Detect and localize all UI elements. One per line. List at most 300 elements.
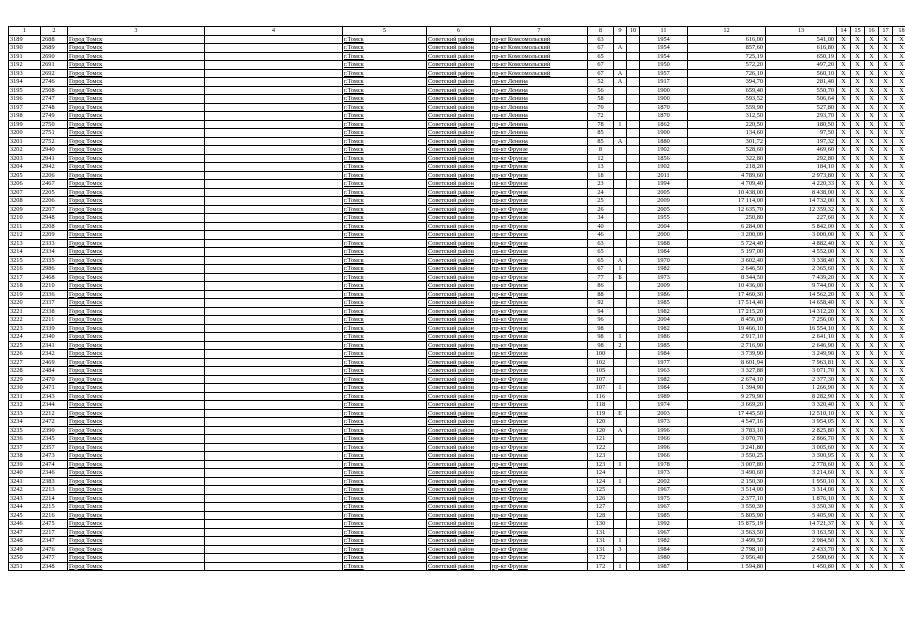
mark-cell-17: Х bbox=[879, 205, 893, 214]
building-letter bbox=[614, 392, 627, 401]
mark-cell-17: Х bbox=[879, 384, 893, 393]
table-row bbox=[9, 384, 905, 393]
city-name: Город Томск bbox=[68, 452, 205, 461]
street-name: пр-кт Фрунзе bbox=[491, 511, 588, 520]
row-number: 3230 bbox=[9, 384, 41, 393]
mark-cell-17: Х bbox=[879, 154, 893, 163]
total-area: 322,80 bbox=[688, 154, 766, 163]
mark-cell-18: Х bbox=[893, 61, 905, 70]
city-name: Город Томск bbox=[68, 426, 205, 435]
mark-cell-15: Х bbox=[851, 333, 865, 342]
row-number: 3205 bbox=[9, 171, 41, 180]
mark-cell-15: Х bbox=[851, 443, 865, 452]
record-id: 2748 bbox=[41, 103, 68, 112]
mark-cell-17: Х bbox=[879, 520, 893, 529]
city-name: Город Томск bbox=[68, 35, 205, 44]
district-name: Советский район bbox=[427, 290, 491, 299]
street-name: пр-кт Фрунзе bbox=[491, 528, 588, 537]
table-row bbox=[9, 222, 905, 231]
total-area: 3 241,80 bbox=[688, 443, 766, 452]
mark-cell-16: Х bbox=[865, 537, 879, 546]
table-row bbox=[9, 282, 905, 291]
city-short: г.Томск bbox=[343, 426, 427, 435]
mark-cell-14: Х bbox=[837, 205, 851, 214]
record-id: 2206 bbox=[41, 197, 68, 206]
total-area: 2 917,10 bbox=[688, 333, 766, 342]
mark-cell-15: Х bbox=[851, 486, 865, 495]
mark-cell-16: Х bbox=[865, 35, 879, 44]
district-name: Советский район bbox=[427, 418, 491, 427]
build-year: 1982 bbox=[640, 375, 688, 384]
mark-cell-17: Х bbox=[879, 537, 893, 546]
empty-cell bbox=[205, 358, 343, 367]
city-short: г.Томск bbox=[343, 137, 427, 146]
building-letter bbox=[614, 154, 627, 163]
mark-cell-15: Х bbox=[851, 188, 865, 197]
building-letter: 1 bbox=[614, 537, 627, 546]
column-header-1: 1 bbox=[9, 27, 41, 36]
total-area: 134,60 bbox=[688, 129, 766, 138]
city-short: г.Томск bbox=[343, 401, 427, 410]
street-name: пр-кт Фрунзе bbox=[491, 273, 588, 282]
mark-cell-14: Х bbox=[837, 367, 851, 376]
empty-cell bbox=[205, 205, 343, 214]
district-name: Советский район bbox=[427, 528, 491, 537]
city-name: Город Томск bbox=[68, 316, 205, 325]
row-number: 3203 bbox=[9, 154, 41, 163]
table-row bbox=[9, 358, 905, 367]
building-extra bbox=[627, 341, 640, 350]
mark-cell-15: Х bbox=[851, 78, 865, 87]
building-extra bbox=[627, 129, 640, 138]
mark-cell-15: Х bbox=[851, 290, 865, 299]
empty-cell bbox=[205, 231, 343, 240]
row-number: 3222 bbox=[9, 316, 41, 325]
total-area: 9 279,90 bbox=[688, 392, 766, 401]
build-year: 1996 bbox=[640, 426, 688, 435]
mark-cell-16: Х bbox=[865, 307, 879, 316]
mark-cell-16: Х bbox=[865, 95, 879, 104]
table-row bbox=[9, 290, 905, 299]
mark-cell-14: Х bbox=[837, 392, 851, 401]
row-number: 3189 bbox=[9, 35, 41, 44]
house-number: 96 bbox=[588, 316, 614, 325]
city-name: Город Томск bbox=[68, 554, 205, 563]
table-row bbox=[9, 435, 905, 444]
build-year: 1902 bbox=[640, 163, 688, 172]
mark-cell-14: Х bbox=[837, 443, 851, 452]
mark-cell-18: Х bbox=[893, 86, 905, 95]
record-id: 2217 bbox=[41, 528, 68, 537]
district-name: Советский район bbox=[427, 95, 491, 104]
table-row bbox=[9, 545, 905, 554]
house-number: 67 bbox=[588, 61, 614, 70]
house-number: 125 bbox=[588, 486, 614, 495]
building-extra bbox=[627, 290, 640, 299]
building-extra bbox=[627, 469, 640, 478]
mark-cell-15: Х bbox=[851, 197, 865, 206]
living-area: 3 005,60 bbox=[766, 443, 837, 452]
city-name: Город Томск bbox=[68, 486, 205, 495]
house-number: 72 bbox=[588, 112, 614, 121]
total-area: 3 200,00 bbox=[688, 231, 766, 240]
row-number: 3202 bbox=[9, 146, 41, 155]
mark-cell-16: Х bbox=[865, 486, 879, 495]
mark-cell-16: Х bbox=[865, 222, 879, 231]
mark-cell-14: Х bbox=[837, 171, 851, 180]
street-name: пр-кт Фрунзе bbox=[491, 222, 588, 231]
living-area: 3 954,05 bbox=[766, 418, 837, 427]
record-id: 2942 bbox=[41, 163, 68, 172]
building-extra bbox=[627, 562, 640, 571]
table-row bbox=[9, 494, 905, 503]
table-row bbox=[9, 452, 905, 461]
mark-cell-14: Х bbox=[837, 554, 851, 563]
house-number: 126 bbox=[588, 494, 614, 503]
building-letter bbox=[614, 520, 627, 529]
row-number: 3200 bbox=[9, 129, 41, 138]
district-name: Советский район bbox=[427, 120, 491, 129]
mark-cell-15: Х bbox=[851, 137, 865, 146]
row-number: 3195 bbox=[9, 86, 41, 95]
city-short: г.Томск bbox=[343, 545, 427, 554]
mark-cell-16: Х bbox=[865, 112, 879, 121]
total-area: 250,80 bbox=[688, 214, 766, 223]
mark-cell-15: Х bbox=[851, 44, 865, 53]
row-number: 3237 bbox=[9, 443, 41, 452]
empty-cell bbox=[205, 545, 343, 554]
total-area: 312,50 bbox=[688, 112, 766, 121]
mark-cell-14: Х bbox=[837, 452, 851, 461]
city-name: Город Томск bbox=[68, 205, 205, 214]
mark-cell-15: Х bbox=[851, 375, 865, 384]
city-name: Город Томск bbox=[68, 477, 205, 486]
street-name: пр-кт Фрунзе bbox=[491, 231, 588, 240]
district-name: Советский район bbox=[427, 307, 491, 316]
row-number: 3211 bbox=[9, 222, 41, 231]
living-area: 469,60 bbox=[766, 146, 837, 155]
build-year: 2004 bbox=[640, 222, 688, 231]
mark-cell-15: Х bbox=[851, 477, 865, 486]
house-number: 25 bbox=[588, 197, 614, 206]
mark-cell-18: Х bbox=[893, 146, 905, 155]
mark-cell-17: Х bbox=[879, 163, 893, 172]
city-short: г.Томск bbox=[343, 333, 427, 342]
build-year: 1870 bbox=[640, 103, 688, 112]
table-row bbox=[9, 333, 905, 342]
living-area: 8 282,90 bbox=[766, 392, 837, 401]
mark-cell-16: Х bbox=[865, 163, 879, 172]
house-number: 26 bbox=[588, 205, 614, 214]
living-area: 497,20 bbox=[766, 61, 837, 70]
empty-cell bbox=[205, 265, 343, 274]
city-short: г.Томск bbox=[343, 562, 427, 571]
column-header-18: 18 bbox=[893, 27, 905, 36]
mark-cell-14: Х bbox=[837, 103, 851, 112]
row-number: 3199 bbox=[9, 120, 41, 129]
record-id: 2340 bbox=[41, 333, 68, 342]
mark-cell-14: Х bbox=[837, 95, 851, 104]
total-area: 220,50 bbox=[688, 120, 766, 129]
table-row bbox=[9, 409, 905, 418]
city-short: г.Томск bbox=[343, 316, 427, 325]
living-area: 7 439,20 bbox=[766, 273, 837, 282]
build-year: 1967 bbox=[640, 528, 688, 537]
mark-cell-15: Х bbox=[851, 273, 865, 282]
mark-cell-16: Х bbox=[865, 299, 879, 308]
build-year: 1862 bbox=[640, 120, 688, 129]
build-year: 1984 bbox=[640, 248, 688, 257]
mark-cell-15: Х bbox=[851, 452, 865, 461]
table-row bbox=[9, 52, 905, 61]
building-letter: 1 bbox=[614, 120, 627, 129]
empty-cell bbox=[205, 435, 343, 444]
mark-cell-18: Х bbox=[893, 554, 905, 563]
mark-cell-18: Х bbox=[893, 188, 905, 197]
column-header-15: 15 bbox=[851, 27, 865, 36]
living-area: 3 163,50 bbox=[766, 528, 837, 537]
mark-cell-15: Х bbox=[851, 545, 865, 554]
street-name: пр-кт Фрунзе bbox=[491, 180, 588, 189]
street-name: пр-кт Фрунзе bbox=[491, 316, 588, 325]
living-area: 227,60 bbox=[766, 214, 837, 223]
house-number: 120 bbox=[588, 418, 614, 427]
city-name: Город Томск bbox=[68, 409, 205, 418]
table-row bbox=[9, 256, 905, 265]
column-header-12: 12 bbox=[688, 27, 766, 36]
empty-cell bbox=[205, 511, 343, 520]
building-extra bbox=[627, 384, 640, 393]
building-letter bbox=[614, 163, 627, 172]
total-area: 6 284,00 bbox=[688, 222, 766, 231]
district-name: Советский район bbox=[427, 44, 491, 53]
district-name: Советский район bbox=[427, 511, 491, 520]
mark-cell-18: Х bbox=[893, 35, 905, 44]
city-short: г.Томск bbox=[343, 307, 427, 316]
build-year: 1984 bbox=[640, 384, 688, 393]
city-name: Город Томск bbox=[68, 341, 205, 350]
record-id: 2341 bbox=[41, 341, 68, 350]
mark-cell-15: Х bbox=[851, 120, 865, 129]
mark-cell-17: Х bbox=[879, 222, 893, 231]
empty-cell bbox=[205, 367, 343, 376]
empty-cell bbox=[205, 316, 343, 325]
table-row bbox=[9, 503, 905, 512]
building-letter bbox=[614, 554, 627, 563]
mark-cell-16: Х bbox=[865, 248, 879, 257]
building-letter bbox=[614, 248, 627, 257]
row-number: 3249 bbox=[9, 545, 41, 554]
city-name: Город Томск bbox=[68, 282, 205, 291]
street-name: пр-кт Фрунзе bbox=[491, 375, 588, 384]
mark-cell-18: Х bbox=[893, 358, 905, 367]
row-number: 3240 bbox=[9, 469, 41, 478]
house-number: 116 bbox=[588, 392, 614, 401]
mark-cell-17: Х bbox=[879, 78, 893, 87]
empty-cell bbox=[205, 103, 343, 112]
district-name: Советский район bbox=[427, 494, 491, 503]
mark-cell-17: Х bbox=[879, 171, 893, 180]
mark-cell-18: Х bbox=[893, 290, 905, 299]
build-year: 1973 bbox=[640, 469, 688, 478]
living-area: 4 220,33 bbox=[766, 180, 837, 189]
total-area: 3 514,00 bbox=[688, 486, 766, 495]
building-letter bbox=[614, 452, 627, 461]
mark-cell-14: Х bbox=[837, 384, 851, 393]
mark-cell-17: Х bbox=[879, 197, 893, 206]
empty-cell bbox=[205, 554, 343, 563]
district-name: Советский район bbox=[427, 78, 491, 87]
district-name: Советский район bbox=[427, 239, 491, 248]
building-extra bbox=[627, 545, 640, 554]
header-row bbox=[9, 27, 905, 36]
living-area: 3 249,90 bbox=[766, 350, 837, 359]
total-area: 4 547,16 bbox=[688, 418, 766, 427]
street-name: пр-кт Фрунзе bbox=[491, 426, 588, 435]
city-short: г.Томск bbox=[343, 256, 427, 265]
building-letter bbox=[614, 188, 627, 197]
street-name: пр-кт Фрунзе bbox=[491, 452, 588, 461]
total-area: 2 956,40 bbox=[688, 554, 766, 563]
mark-cell-14: Х bbox=[837, 375, 851, 384]
living-area: 2 433,70 bbox=[766, 545, 837, 554]
record-id: 2346 bbox=[41, 469, 68, 478]
district-name: Советский район bbox=[427, 163, 491, 172]
building-letter bbox=[614, 435, 627, 444]
record-id: 2348 bbox=[41, 562, 68, 571]
city-short: г.Томск bbox=[343, 35, 427, 44]
record-id: 2335 bbox=[41, 256, 68, 265]
empty-cell bbox=[205, 520, 343, 529]
record-id: 2476 bbox=[41, 545, 68, 554]
table-row bbox=[9, 443, 905, 452]
street-name: пр-кт Фрунзе bbox=[491, 443, 588, 452]
build-year: 1954 bbox=[640, 35, 688, 44]
mark-cell-16: Х bbox=[865, 367, 879, 376]
record-id: 2746 bbox=[41, 78, 68, 87]
city-name: Город Томск bbox=[68, 350, 205, 359]
building-letter bbox=[614, 401, 627, 410]
total-area: 17 114,00 bbox=[688, 197, 766, 206]
total-area: 2 798,10 bbox=[688, 545, 766, 554]
street-name: пр-кт Фрунзе bbox=[491, 324, 588, 333]
row-number: 3213 bbox=[9, 239, 41, 248]
total-area: 559,90 bbox=[688, 103, 766, 112]
living-area: 12 510,10 bbox=[766, 409, 837, 418]
mark-cell-17: Х bbox=[879, 401, 893, 410]
house-number: 131 bbox=[588, 537, 614, 546]
city-name: Город Томск bbox=[68, 69, 205, 78]
mark-cell-17: Х bbox=[879, 129, 893, 138]
table-row bbox=[9, 44, 905, 53]
house-number: 105 bbox=[588, 367, 614, 376]
table-row bbox=[9, 537, 905, 546]
mark-cell-16: Х bbox=[865, 154, 879, 163]
building-letter bbox=[614, 511, 627, 520]
building-extra bbox=[627, 477, 640, 486]
mark-cell-17: Х bbox=[879, 545, 893, 554]
empty-cell bbox=[205, 282, 343, 291]
build-year: 1966 bbox=[640, 435, 688, 444]
empty-cell bbox=[205, 469, 343, 478]
mark-cell-18: Х bbox=[893, 256, 905, 265]
mark-cell-15: Х bbox=[851, 239, 865, 248]
record-id: 2208 bbox=[41, 222, 68, 231]
mark-cell-17: Х bbox=[879, 375, 893, 384]
city-short: г.Томск bbox=[343, 537, 427, 546]
house-number: 121 bbox=[588, 435, 614, 444]
mark-cell-17: Х bbox=[879, 180, 893, 189]
building-letter bbox=[614, 282, 627, 291]
mark-cell-15: Х bbox=[851, 129, 865, 138]
building-letter: А bbox=[614, 256, 627, 265]
district-name: Советский район bbox=[427, 86, 491, 95]
street-name: пр-кт Фрунзе bbox=[491, 401, 588, 410]
total-area: 3 070,70 bbox=[688, 435, 766, 444]
city-name: Город Томск bbox=[68, 299, 205, 308]
total-area: 3 327,88 bbox=[688, 367, 766, 376]
total-area: 3 007,80 bbox=[688, 460, 766, 469]
house-number: 119 bbox=[588, 409, 614, 418]
street-name: пр-кт Фрунзе bbox=[491, 537, 588, 546]
house-number: 172 bbox=[588, 562, 614, 571]
house-number: 85 bbox=[588, 129, 614, 138]
mark-cell-16: Х bbox=[865, 205, 879, 214]
build-year: 1986 bbox=[640, 333, 688, 342]
district-name: Советский район bbox=[427, 443, 491, 452]
living-area: 2 365,60 bbox=[766, 265, 837, 274]
city-short: г.Томск bbox=[343, 324, 427, 333]
city-name: Город Томск bbox=[68, 52, 205, 61]
city-name: Город Томск bbox=[68, 435, 205, 444]
table-row bbox=[9, 146, 905, 155]
mark-cell-18: Х bbox=[893, 520, 905, 529]
district-name: Советский район bbox=[427, 409, 491, 418]
mark-cell-14: Х bbox=[837, 307, 851, 316]
mark-cell-17: Х bbox=[879, 435, 893, 444]
city-name: Город Томск bbox=[68, 401, 205, 410]
mark-cell-16: Х bbox=[865, 350, 879, 359]
city-short: г.Томск bbox=[343, 146, 427, 155]
mark-cell-15: Х bbox=[851, 146, 865, 155]
empty-cell bbox=[205, 307, 343, 316]
record-id: 2941 bbox=[41, 154, 68, 163]
district-name: Советский район bbox=[427, 392, 491, 401]
mark-cell-14: Х bbox=[837, 120, 851, 129]
mark-cell-18: Х bbox=[893, 384, 905, 393]
total-area: 301,72 bbox=[688, 137, 766, 146]
city-short: г.Томск bbox=[343, 265, 427, 274]
mark-cell-15: Х bbox=[851, 69, 865, 78]
mark-cell-18: Х bbox=[893, 367, 905, 376]
living-area: 616,80 bbox=[766, 44, 837, 53]
total-area: 17 215,20 bbox=[688, 307, 766, 316]
mark-cell-17: Х bbox=[879, 188, 893, 197]
mark-cell-16: Х bbox=[865, 477, 879, 486]
city-short: г.Томск bbox=[343, 358, 427, 367]
mark-cell-14: Х bbox=[837, 477, 851, 486]
house-number: 172 bbox=[588, 554, 614, 563]
build-year: 1975 bbox=[640, 494, 688, 503]
house-number: 18 bbox=[588, 171, 614, 180]
mark-cell-15: Х bbox=[851, 503, 865, 512]
district-name: Советский район bbox=[427, 333, 491, 342]
empty-cell bbox=[205, 222, 343, 231]
district-name: Советский район bbox=[427, 52, 491, 61]
mark-cell-16: Х bbox=[865, 290, 879, 299]
total-area: 2 716,90 bbox=[688, 341, 766, 350]
mark-cell-18: Х bbox=[893, 129, 905, 138]
